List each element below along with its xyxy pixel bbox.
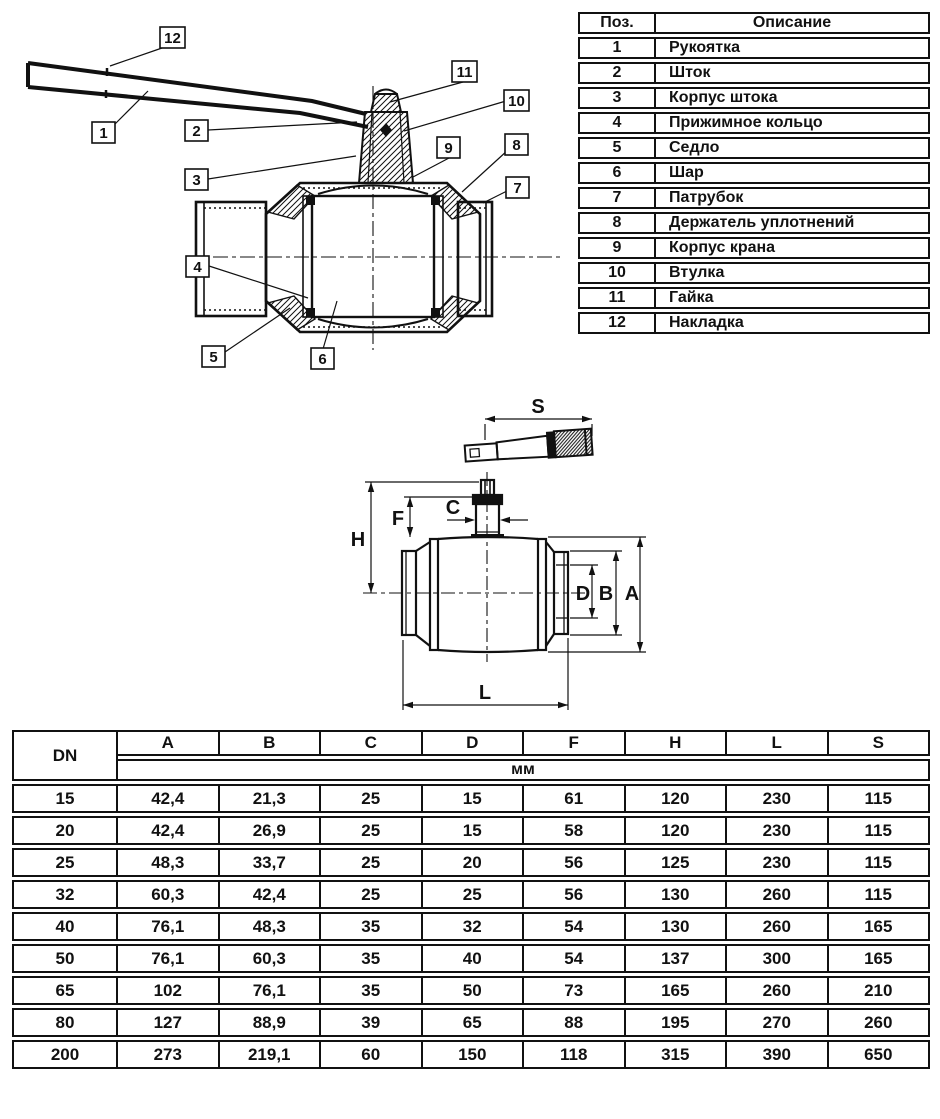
- dims-cell: 25: [321, 848, 423, 877]
- part-desc: Прижимное кольцо: [656, 112, 930, 134]
- unit-label: мм: [118, 759, 930, 781]
- dims-cell: 21,3: [220, 784, 322, 813]
- dims-cell: 73: [524, 976, 626, 1005]
- dims-cell: 125: [626, 848, 728, 877]
- dims-cell: 32: [423, 912, 525, 941]
- svg-text:5: 5: [209, 349, 218, 366]
- dims-cell: 65: [423, 1008, 525, 1037]
- dims-cell: 260: [829, 1008, 931, 1037]
- svg-text:8: 8: [512, 137, 521, 154]
- dims-cell: 120: [626, 784, 728, 813]
- dims-cell: 165: [829, 944, 931, 973]
- part-pos: 3: [578, 87, 656, 109]
- svg-text:7: 7: [513, 180, 522, 197]
- part-desc: Корпус крана: [656, 237, 930, 259]
- svg-text:11: 11: [456, 64, 473, 81]
- svg-text:4: 4: [193, 259, 202, 276]
- label-h: H: [350, 529, 366, 551]
- label-a: A: [624, 583, 640, 605]
- parts-row: [578, 312, 930, 334]
- part-pos: 6: [578, 162, 656, 184]
- dimensions-table: [12, 727, 930, 1072]
- dims-cell: 42,4: [118, 816, 220, 845]
- dims-cell: 58: [524, 816, 626, 845]
- dims-cell: 118: [524, 1040, 626, 1069]
- dims-cell: 115: [829, 816, 931, 845]
- dims-row: [12, 944, 930, 973]
- part-pos: 5: [578, 137, 656, 159]
- label-d: D: [575, 583, 591, 605]
- dims-cell: 260: [727, 880, 829, 909]
- dims-cell: 42,4: [220, 880, 322, 909]
- parts-header-row: [578, 12, 930, 34]
- dims-cell: 165: [829, 912, 931, 941]
- dims-cell: 25: [321, 816, 423, 845]
- label-b: B: [598, 583, 614, 605]
- dn-cell: 25: [12, 848, 118, 877]
- dims-cell: 230: [727, 784, 829, 813]
- part-desc: Гайка: [656, 287, 930, 309]
- dn-cell: 32: [12, 880, 118, 909]
- dims-cell: 25: [321, 880, 423, 909]
- dims-col-l: L: [727, 730, 829, 756]
- dims-cell: 25: [423, 880, 525, 909]
- part-pos: 10: [578, 262, 656, 284]
- parts-table: [578, 9, 930, 337]
- part-desc: Держатель уплотнений: [656, 212, 930, 234]
- dims-cell: 40: [423, 944, 525, 973]
- dims-cell: 20: [423, 848, 525, 877]
- part-desc: Накладка: [656, 312, 930, 334]
- dims-cell: 35: [321, 976, 423, 1005]
- svg-text:3: 3: [192, 172, 201, 189]
- svg-text:12: 12: [164, 30, 181, 47]
- dims-cell: 195: [626, 1008, 728, 1037]
- callout-2: [185, 120, 208, 141]
- svg-text:9: 9: [444, 140, 453, 157]
- dims-cell: 48,3: [118, 848, 220, 877]
- dims-cell: 130: [626, 880, 728, 909]
- parts-row: [578, 137, 930, 159]
- dims-cell: 15: [423, 816, 525, 845]
- dims-cell: 300: [727, 944, 829, 973]
- dims-cell: 39: [321, 1008, 423, 1037]
- callout-1: [92, 122, 115, 143]
- dims-col-h: H: [626, 730, 728, 756]
- parts-row: [578, 87, 930, 109]
- dims-row: [12, 1040, 930, 1069]
- callout-5: [202, 346, 225, 367]
- dims-col-f: F: [524, 730, 626, 756]
- dims-cell: 115: [829, 880, 931, 909]
- dims-cell: 33,7: [220, 848, 322, 877]
- dims-col-b: B: [220, 730, 322, 756]
- part-desc: Рукоятка: [656, 37, 930, 59]
- part-pos: 7: [578, 187, 656, 209]
- dn-cell: 20: [12, 816, 118, 845]
- dims-col-a: A: [118, 730, 220, 756]
- dims-cell: 56: [524, 848, 626, 877]
- part-desc: Шар: [656, 162, 930, 184]
- callout-12: [160, 27, 185, 48]
- handle: [28, 63, 368, 127]
- dims-cell: 150: [423, 1040, 525, 1069]
- valve-section-drawing: [0, 0, 575, 392]
- dims-row: [12, 1008, 930, 1037]
- dims-cell: 26,9: [220, 816, 322, 845]
- dims-cell: 60,3: [220, 944, 322, 973]
- callout-10: [504, 90, 529, 111]
- part-desc: Шток: [656, 62, 930, 84]
- dims-col-s: S: [829, 730, 931, 756]
- dims-cell: 130: [626, 912, 728, 941]
- part-desc: Втулка: [656, 262, 930, 284]
- parts-row: [578, 287, 930, 309]
- dims-cell: 25: [321, 784, 423, 813]
- dims-cell: 210: [829, 976, 931, 1005]
- dims-cell: 88,9: [220, 1008, 322, 1037]
- dims-cell: 76,1: [118, 944, 220, 973]
- parts-row: [578, 37, 930, 59]
- dims-cell: 115: [829, 848, 931, 877]
- dims-row: [12, 976, 930, 1005]
- dims-cell: 35: [321, 944, 423, 973]
- dims-cell: 260: [727, 912, 829, 941]
- part-pos: 12: [578, 312, 656, 334]
- part-desc: Патрубок: [656, 187, 930, 209]
- dims-cell: 50: [423, 976, 525, 1005]
- dn-cell: 200: [12, 1040, 118, 1069]
- handle-top: [464, 429, 593, 464]
- callout-9: [437, 137, 460, 158]
- dims-cell: 115: [829, 784, 931, 813]
- dn-cell: 80: [12, 1008, 118, 1037]
- dn-cell: 15: [12, 784, 118, 813]
- part-pos: 4: [578, 112, 656, 134]
- callout-3: [185, 169, 208, 190]
- dims-cell: 56: [524, 880, 626, 909]
- valve-dimension-drawing: [335, 388, 675, 723]
- dims-cell: 260: [727, 976, 829, 1005]
- stem: [359, 90, 413, 184]
- dims-cell: 219,1: [220, 1040, 322, 1069]
- dims-cell: 230: [727, 848, 829, 877]
- dims-row: [12, 912, 930, 941]
- part-pos: 2: [578, 62, 656, 84]
- dims-cell: 273: [118, 1040, 220, 1069]
- dims-cell: 76,1: [118, 912, 220, 941]
- parts-row: [578, 162, 930, 184]
- parts-row: [578, 187, 930, 209]
- dims-cell: 15: [423, 784, 525, 813]
- dims-cell: 61: [524, 784, 626, 813]
- dims-cell: 102: [118, 976, 220, 1005]
- dn-cell: 65: [12, 976, 118, 1005]
- dims-row: [12, 848, 930, 877]
- dims-cell: 54: [524, 912, 626, 941]
- callout-8: [505, 134, 528, 155]
- dims-col-d: D: [423, 730, 525, 756]
- part-desc: Седло: [656, 137, 930, 159]
- dn-cell: 40: [12, 912, 118, 941]
- label-s: S: [531, 396, 545, 418]
- label-f: F: [391, 508, 405, 530]
- dims-unit-row: [12, 759, 930, 781]
- dims-cell: 165: [626, 976, 728, 1005]
- dims-row: [12, 784, 930, 813]
- dim-f: [404, 497, 475, 537]
- parts-col-pos: Поз.: [578, 12, 656, 34]
- svg-text:6: 6: [318, 351, 327, 368]
- dims-col-c: C: [321, 730, 423, 756]
- part-pos: 8: [578, 212, 656, 234]
- dims-cell: 60: [321, 1040, 423, 1069]
- part-pos: 9: [578, 237, 656, 259]
- dims-cell: 127: [118, 1008, 220, 1037]
- dims-cell: 54: [524, 944, 626, 973]
- dims-cell: 35: [321, 912, 423, 941]
- part-desc: Корпус штока: [656, 87, 930, 109]
- dims-cell: 48,3: [220, 912, 322, 941]
- svg-text:10: 10: [508, 93, 525, 110]
- dims-cell: 270: [727, 1008, 829, 1037]
- callout-7: [506, 177, 529, 198]
- dims-cell: 137: [626, 944, 728, 973]
- dims-row: [12, 880, 930, 909]
- callout-6: [311, 348, 334, 369]
- callout-4: [186, 256, 209, 277]
- dims-row: [12, 816, 930, 845]
- dims-cell: 120: [626, 816, 728, 845]
- dn-cell: 50: [12, 944, 118, 973]
- callout-11: [452, 61, 477, 82]
- dims-cell: 76,1: [220, 976, 322, 1005]
- dims-cell: 60,3: [118, 880, 220, 909]
- dims-cell: 390: [727, 1040, 829, 1069]
- parts-row: [578, 237, 930, 259]
- dims-cell: 88: [524, 1008, 626, 1037]
- dims-cell: 315: [626, 1040, 728, 1069]
- parts-row: [578, 62, 930, 84]
- parts-row: [578, 112, 930, 134]
- parts-row: [578, 262, 930, 284]
- dims-cell: 230: [727, 816, 829, 845]
- dims-col-dn: DN: [12, 730, 118, 781]
- parts-col-desc: Описание: [656, 12, 930, 34]
- valve-side: [402, 480, 568, 652]
- label-c: C: [445, 497, 461, 519]
- dims-header-row: [12, 730, 930, 756]
- dimension-labels: [351, 396, 639, 704]
- part-pos: 11: [578, 287, 656, 309]
- dims-cell: 650: [829, 1040, 931, 1069]
- parts-row: [578, 212, 930, 234]
- svg-text:1: 1: [99, 125, 108, 142]
- label-l: L: [478, 682, 492, 704]
- dims-cell: 42,4: [118, 784, 220, 813]
- part-pos: 1: [578, 37, 656, 59]
- svg-text:2: 2: [192, 123, 201, 140]
